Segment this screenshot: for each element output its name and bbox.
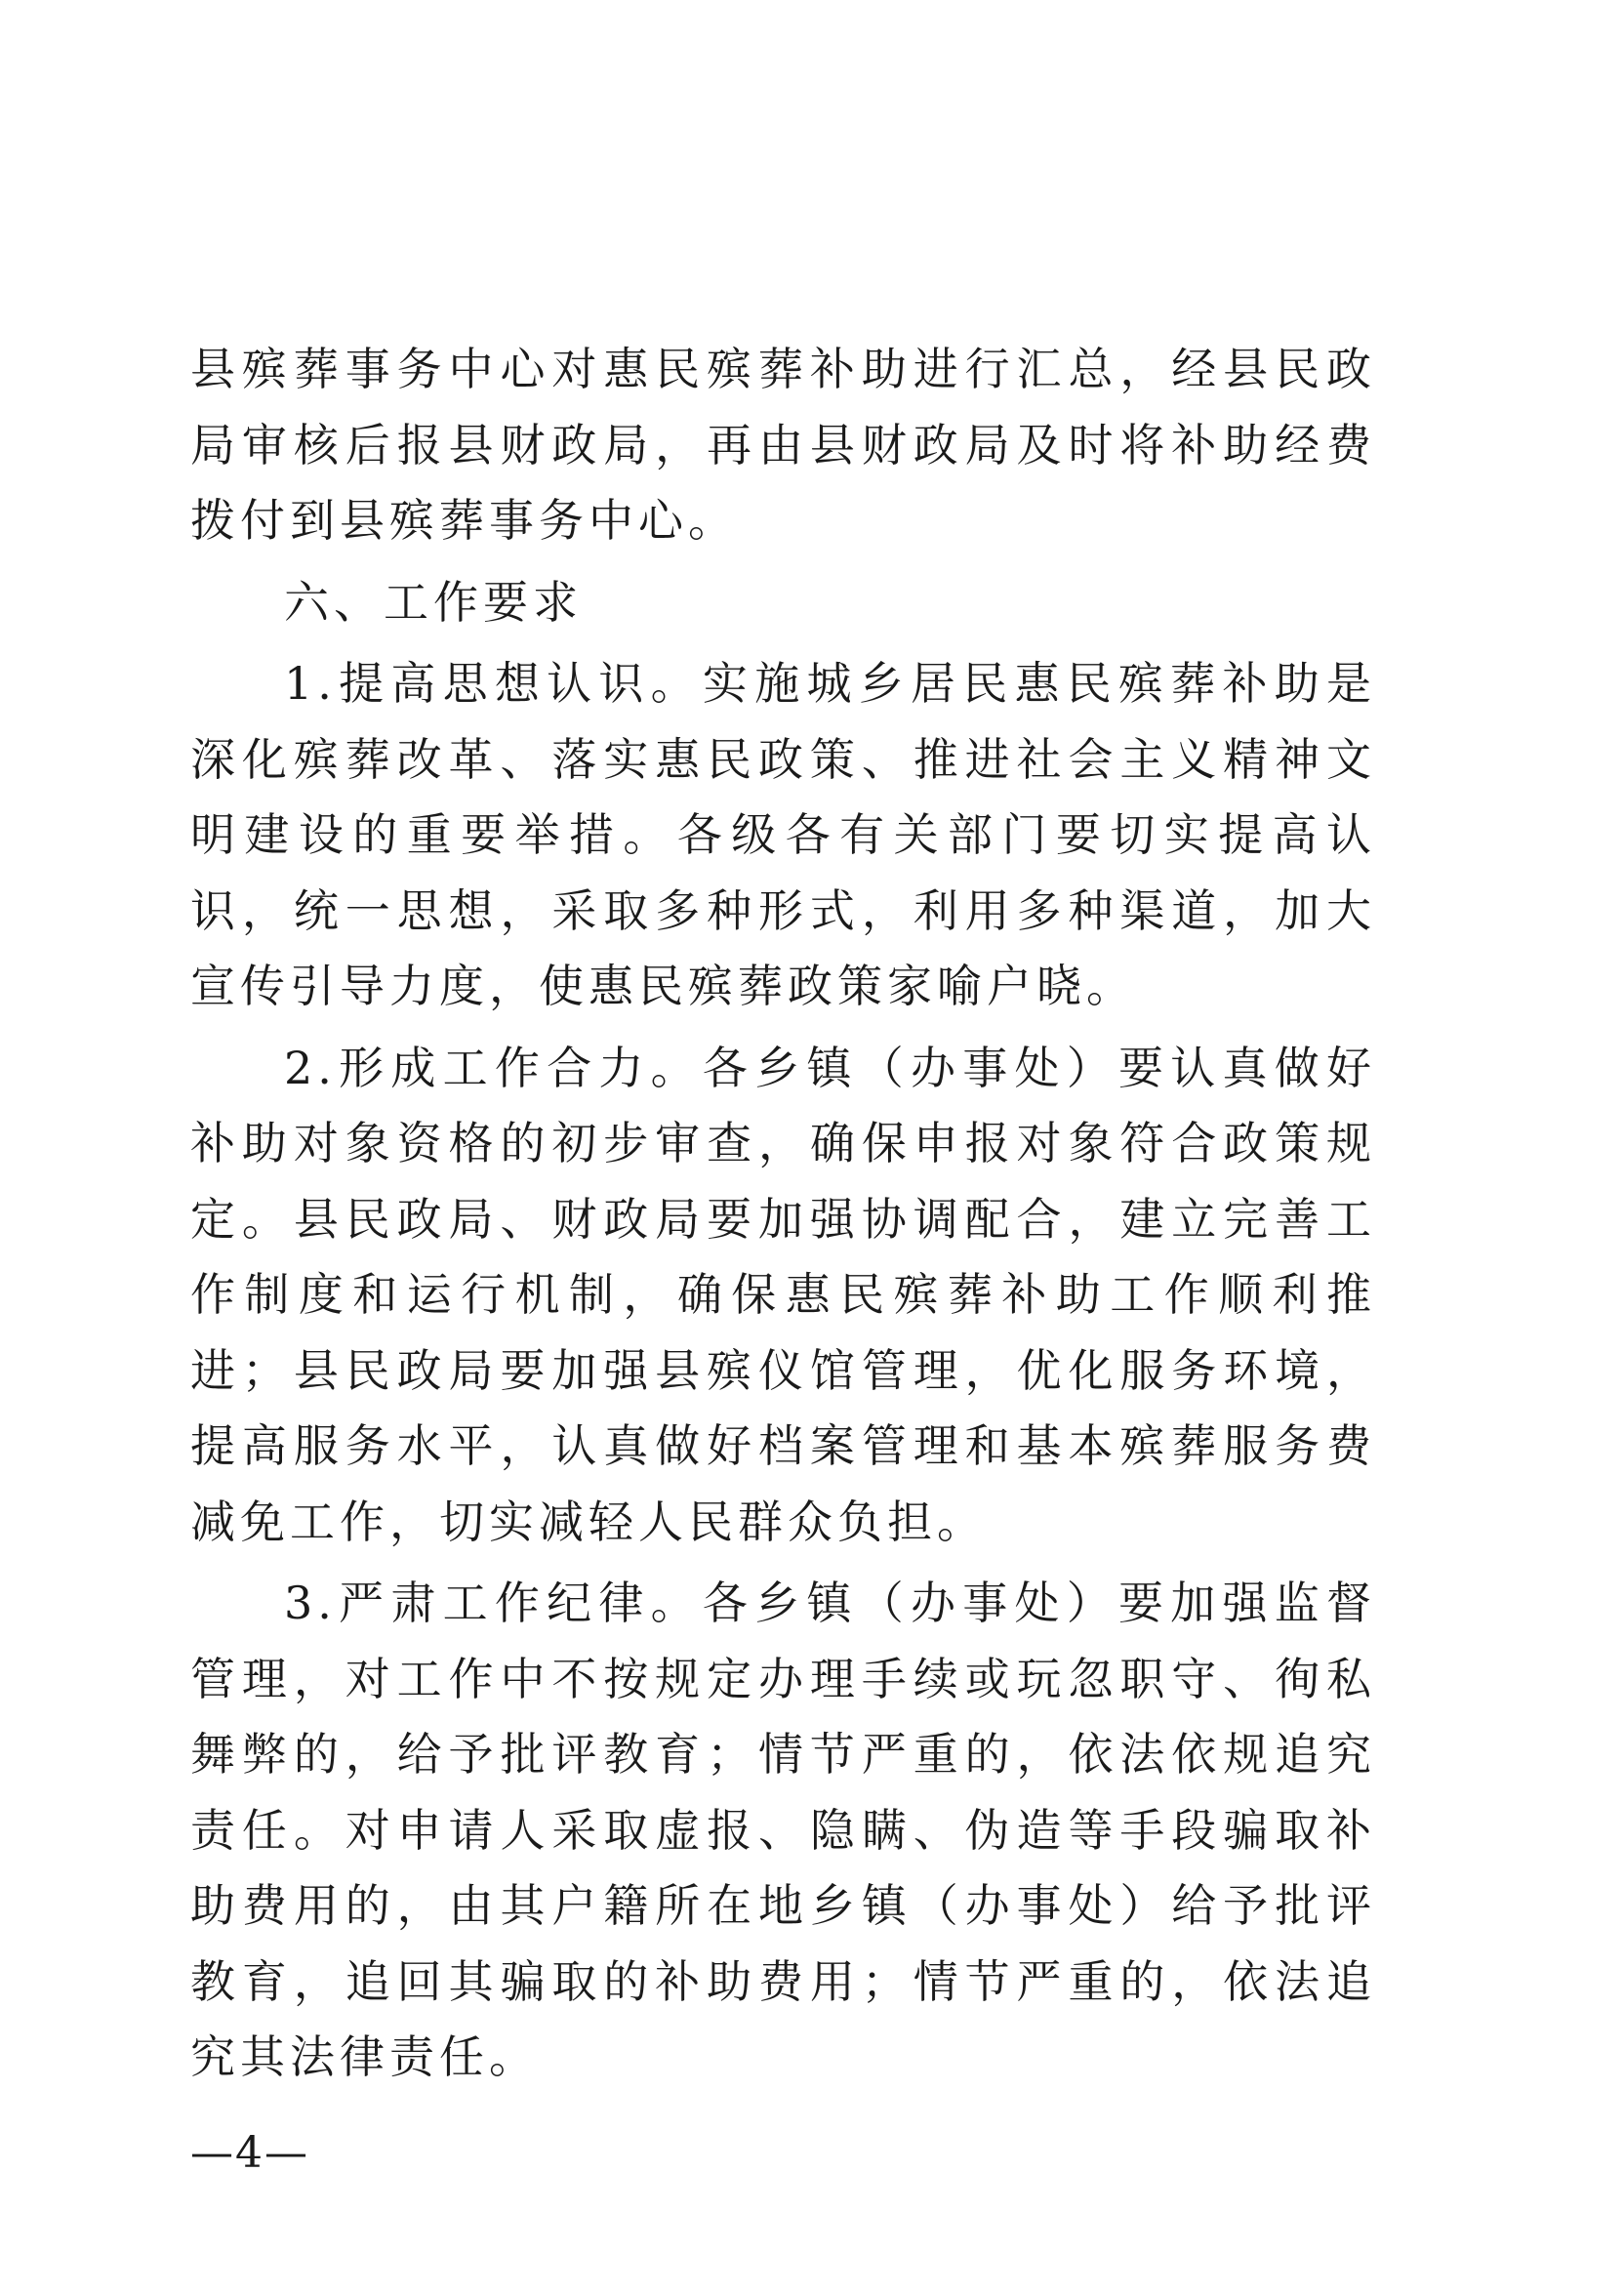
page-number: —4— <box>190 2128 309 2178</box>
requirement-item-3: 3.严肃工作纪律。各乡镇（办事处）要加强监督管理，对工作中不按规定办理手续或玩忽职守、徇私舞弊的，给予批评教育；情节严重的，依法依规追究责任。对申请人采取虚报、隐瞒、伪造等手段骗取补助费用的，由其户籍所在地乡镇（办事处）给予批评教育，追回其骗取的补助费用；情节严重的，依法追究其法律责任。 <box>190 1577 1376 2083</box>
document-body <box>190 332 1376 2096</box>
section-heading: 六、工作要求 <box>284 575 583 629</box>
requirement-item-2: 2.形成工作合力。各乡镇（办事处）要认真做好补助对象资格的初步审查，确保申报对象符合政策规定。县民政局、财政局要加强协调配合，建立完善工作制度和运行机制，确保惠民殡葬补助工作顺利推进；县民政局要加强县殡仪馆管理，优化服务环境，提高服务水平，认真做好档案管理和基本殡葬服务费减免工作，切实减轻人民群众负担。 <box>190 1041 1376 1548</box>
continuation-paragraph: 县殡葬事务中心对惠民殡葬补助进行汇总，经县民政局审核后报县财政局，再由县财政局及时将补助经费拨付到县殡葬事务中心。 <box>190 343 1376 547</box>
requirement-item-1: 1.提高思想认识。实施城乡居民惠民殡葬补助是深化殡葬改革、落实惠民政策、推进社会主义精神文明建设的重要举措。各级各有关部门要切实提高认识，统一思想，采取多种形式，利用多种渠道，加大宣传引导力度，使惠民殡葬政策家喻户晓。 <box>190 657 1376 1012</box>
